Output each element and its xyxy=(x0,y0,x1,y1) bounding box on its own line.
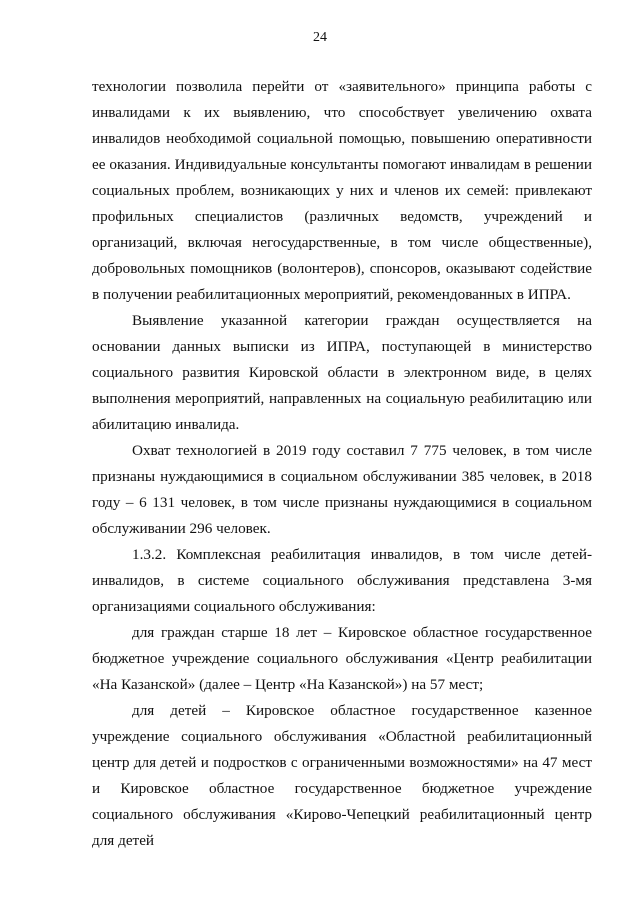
paragraph-coverage: Охват технологией в 2019 году составил 7 775 человек, в том числе признаны нуждающимися в социальном обслуживании 385 человек, в 2018 году – 6 131 человек, в том числе признаны нуждающимися в социальном обслуживании 296 человек. xyxy=(92,442,592,537)
paragraph-children: для детей – Кировское областное государственное казенное учреждение социального обслуживания «Областной реабилитационный центр для детей и подростков с ограниченными возможностями» на 47 мест и Кировское областное государственное бюджетное учреждение социального обслуживания «Кирово-Чепецкий реабилитационный центр для детей xyxy=(92,702,592,849)
page-number: 24 xyxy=(313,30,327,45)
paragraph-section-1-3-2: 1.3.2. Комплексная реабилитация инвалидов, в том числе детей-инвалидов, в системе социального обслуживания представлена 3-мя организациями социального обслуживания: xyxy=(92,546,592,615)
document-body xyxy=(92,74,592,854)
paragraph-identification: Выявление указанной категории граждан осуществляется на основании данных выписки из ИПРА, поступающей в министерство социального развития Кировской области в электронном виде, в целях выполнения мероприятий, направленных на социальную реабилитацию или абилитацию инвалида. xyxy=(92,312,592,433)
paragraph-adults: для граждан старше 18 лет – Кировское областное государственное бюджетное учреждение социального обслуживания «Центр реабилитации «На Казанской» (далее – Центр «На Казанской») на 57 мест; xyxy=(92,624,592,693)
paragraph-continuation: технологии позволила перейти от «заявительного» принципа работы с инвалидами к их выявлению, что способствует увеличению охвата инвалидов необходимой социальной помощью, повышению оперативности ее оказания. Индивидуальные консультанты помогают инвалидам в решении социальных проблем, возникающих у них и членов их семей: привлекают профильных специалистов (различных ведомств, учреждений и организаций, включая негосударственные, в том числе общественные), добровольных помощников (волонтеров), спонсоров, оказывают содействие в получении реабилитационных мероприятий, рекомендованных в ИПРА. xyxy=(92,78,592,303)
